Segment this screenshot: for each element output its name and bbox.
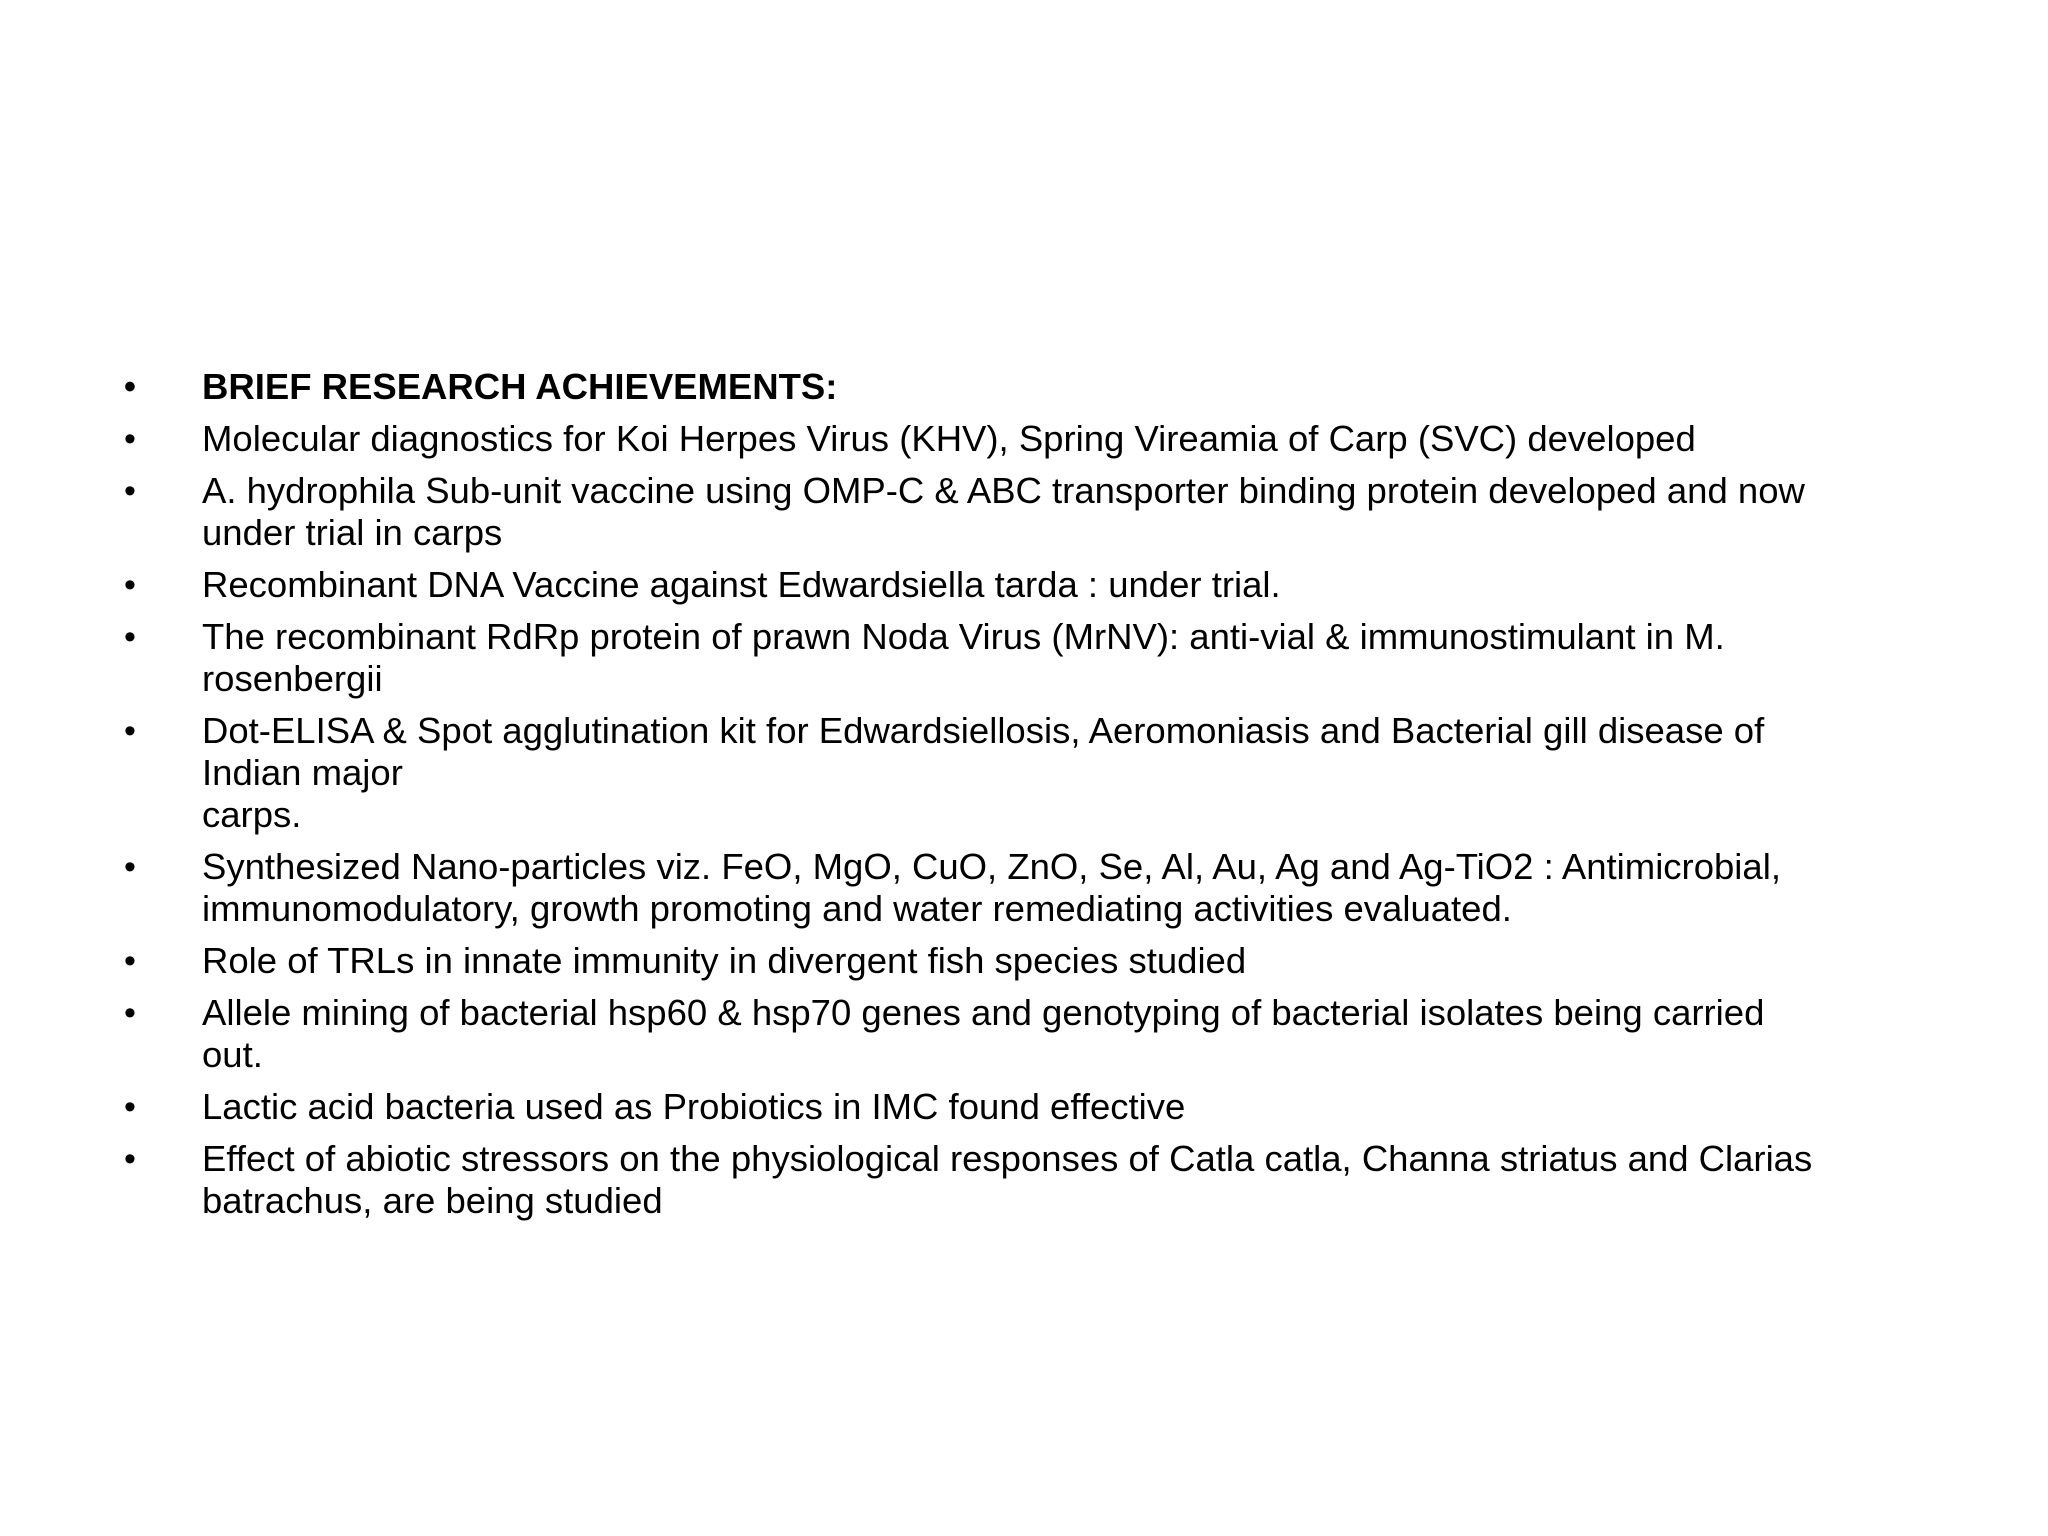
list-item [118,992,1948,1076]
list-item-text: rosenbergii [202,658,383,699]
bullet-icon: • [124,420,136,458]
list-item-text: The recombinant RdRp protein of prawn Noda Virus (MrNV): anti-vial & immunostimulant in M. [202,616,1725,657]
list-item [118,470,1948,554]
list-item-text: Molecular diagnostics for Koi Herpes Virus (KHV), Spring Vireamia of Carp (SVC) developed [202,418,1696,459]
list-item [118,1086,1948,1128]
list-item-text: A. hydrophila Sub-unit vaccine using OMP-C & ABC transporter binding protein developed and now [202,470,1805,511]
list-item-text: carps. [202,794,302,835]
list-item-text: Effect of abiotic stressors on the physiological responses of Catla catla, Channa striatus and Clarias [202,1138,1813,1179]
list-item [118,616,1948,700]
list-item [118,418,1948,460]
bullet-icon: • [124,712,136,750]
bullet-icon: • [124,848,136,886]
list-item [118,710,1948,836]
list-item-text: Indian major [202,752,403,793]
list-item [118,1138,1948,1222]
list-item-text: Dot-ELISA & Spot agglutination kit for Edwardsiellosis, Aeromoniasis and Bacterial gill disease of [202,710,1765,751]
list-item-text: under trial in carps [202,512,503,553]
bullet-icon: • [124,618,136,656]
list-item [118,940,1948,982]
heading-text: BRIEF RESEARCH ACHIEVEMENTS: [202,366,838,407]
list-heading [118,366,1948,408]
achievements-list [118,366,1948,1232]
bullet-icon: • [124,942,136,980]
list-item-text: batrachus, are being studied [202,1180,663,1221]
list-item-text: Synthesized Nano-particles viz. FeO, MgO, CuO, ZnO, Se, Al, Au, Ag and Ag-TiO2 : Antimicrobial, [202,846,1781,887]
bullet-icon: • [124,566,136,604]
list-item-text: Allele mining of bacterial hsp60 & hsp70 genes and genotyping of bacterial isolates being carried [202,992,1765,1033]
list-item-text: out. [202,1034,263,1075]
list-item-text: immunomodulatory, growth promoting and water remediating activities evaluated. [202,888,1512,929]
list-item-text: Role of TRLs in innate immunity in divergent fish species studied [202,940,1247,981]
list-item [118,564,1948,606]
list-item-text: Recombinant DNA Vaccine against Edwardsiella tarda : under trial. [202,564,1281,605]
list-item [118,846,1948,930]
bullet-icon: • [124,472,136,510]
bullet-icon: • [124,1140,136,1178]
bullet-icon: • [124,368,136,406]
bullet-icon: • [124,994,136,1032]
bullet-icon: • [124,1088,136,1126]
list-item-text: Lactic acid bacteria used as Probiotics in IMC found effective [202,1086,1186,1127]
